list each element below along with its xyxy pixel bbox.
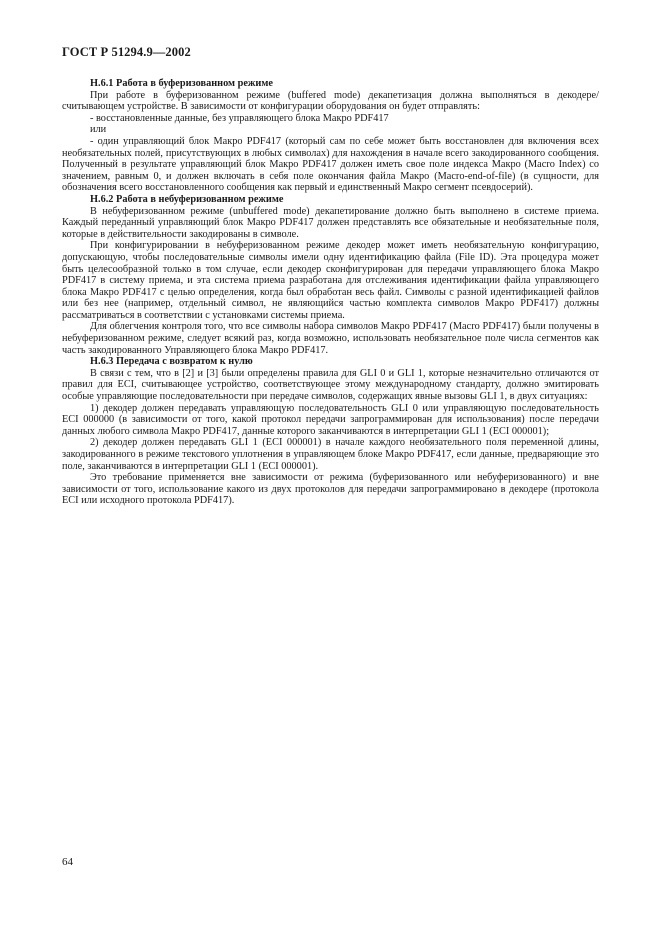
- paragraph: В связи с тем, что в [2] и [3] были определены правила для GLI 0 и GLI 1, которые незначительно отличаются от правил для ECI, считывающее устройство, соответствующее этому международному стандарту, должно эмитировать особые управляющие последовательности при передаче символов, содержащих явные вызовы GLI 1, в двух ситуациях:: [62, 367, 599, 403]
- conjunction-line: или: [90, 124, 107, 136]
- page-number: 64: [62, 856, 73, 868]
- list-item: 1) декодер должен передавать управляющую последовательность GLI 0 или управляющую последовательность ECI 000000 (в зависимости от того, какой протокол передачи запрограммирован для использования) после передачи данных любого символа Макро PDF417, данные которого заканчиваются в интерпретации GLI 1 (ECI 000001);: [62, 402, 599, 437]
- paragraph: При конфигурировании в небуферизованном режиме декодер может иметь необязательную конфигурацию, допускающую, чтобы последовательные символы имели одну идентификацию файла (File ID). Эта процедура может быть целесообразной только в том случае, если декодер сконфигурирован для передачи управляющего блока Макро PDF417 в систему приема, и эта система приема разработана для отслеживания идентификации файла управляющего блока Макро PDF417 с целью определения, когда был обработан весь файл. Символы с разной идентификацией файлов или без нее (например, отдельный символ, не являющийся частью комплекта символов Макро PDF417) должны рассматриваться в соответствии с установками системы приема.: [62, 240, 599, 321]
- section-heading-h-6-1: Н.6.1 Работа в буферизованном режиме: [90, 78, 273, 89]
- list-item: - восстановленные данные, без управляющего блока Макро PDF417: [90, 112, 389, 124]
- paragraph: В небуферизованном режиме (unbuffered mode) декапетирование должно быть выполнено в системе приема. Каждый переданный управляющий блок Макро PDF417 должен представлять все обязательные и необязательные поля, которые в действительности закодированы в символе.: [62, 205, 599, 240]
- list-item: 2) декодер должен передавать GLI 1 (ECI 000001) в начале каждого необязательного поля переменной длины, закодированного в режиме текстового уплотнения в управляющем блоке Макро PDF417, если данные, предваряющие это поле, заканчиваются в интерпретации GLI 1 (ECI 000001).: [62, 437, 599, 472]
- list-item: - один управляющий блок Макро PDF417 (который сам по себе может быть восстановлен для включения всех необязательных полей, присутствующих в любых символах) для нахождения в начале всего закодированного сообщения. Полученный в результате управляющий блок Макро PDF417 должен иметь свое поле индекса Макро (Macro Index) со значением, равным 0, и должен включать в себя поле окончания файла Макро (Macro-end-of-file) (в сущности, для обозначения всего восстановленного сообщения как первый и единственный Макро сегмент псевдосерий).: [62, 135, 599, 194]
- document-body: [62, 78, 599, 507]
- section-heading-h-6-3: Н.6.3 Передача с возвратом к нулю: [90, 356, 253, 368]
- paragraph: Это требование применяется вне зависимости от режима (буферизованного или небуферизованного) и вне зависимости от того, использование какого из двух протоколов для передачи запрограммировано в декодере (протокола ECI или исходного протокола PDF417).: [62, 472, 599, 507]
- document-standard-header: ГОСТ Р 51294.9—2002: [62, 45, 191, 59]
- paragraph: Для облегчения контроля того, что все символы набора символов Макро PDF417 (Macro PDF417) были получены в небуферизованном режиме, следует всякий раз, когда возможно, использовать необязательное поле числа сегментов как часть закодированного Управляющего блока Макро PDF417.: [62, 321, 599, 356]
- section-heading-h-6-2: Н.6.2 Работа в небуферизованном режиме: [90, 193, 284, 205]
- paragraph: При работе в буферизованном режиме (buffered mode) декапетизация должна выполняться в декодере/считывающем устройстве. В зависимости от конфигурации оборудования он будет отправлять:: [62, 89, 599, 113]
